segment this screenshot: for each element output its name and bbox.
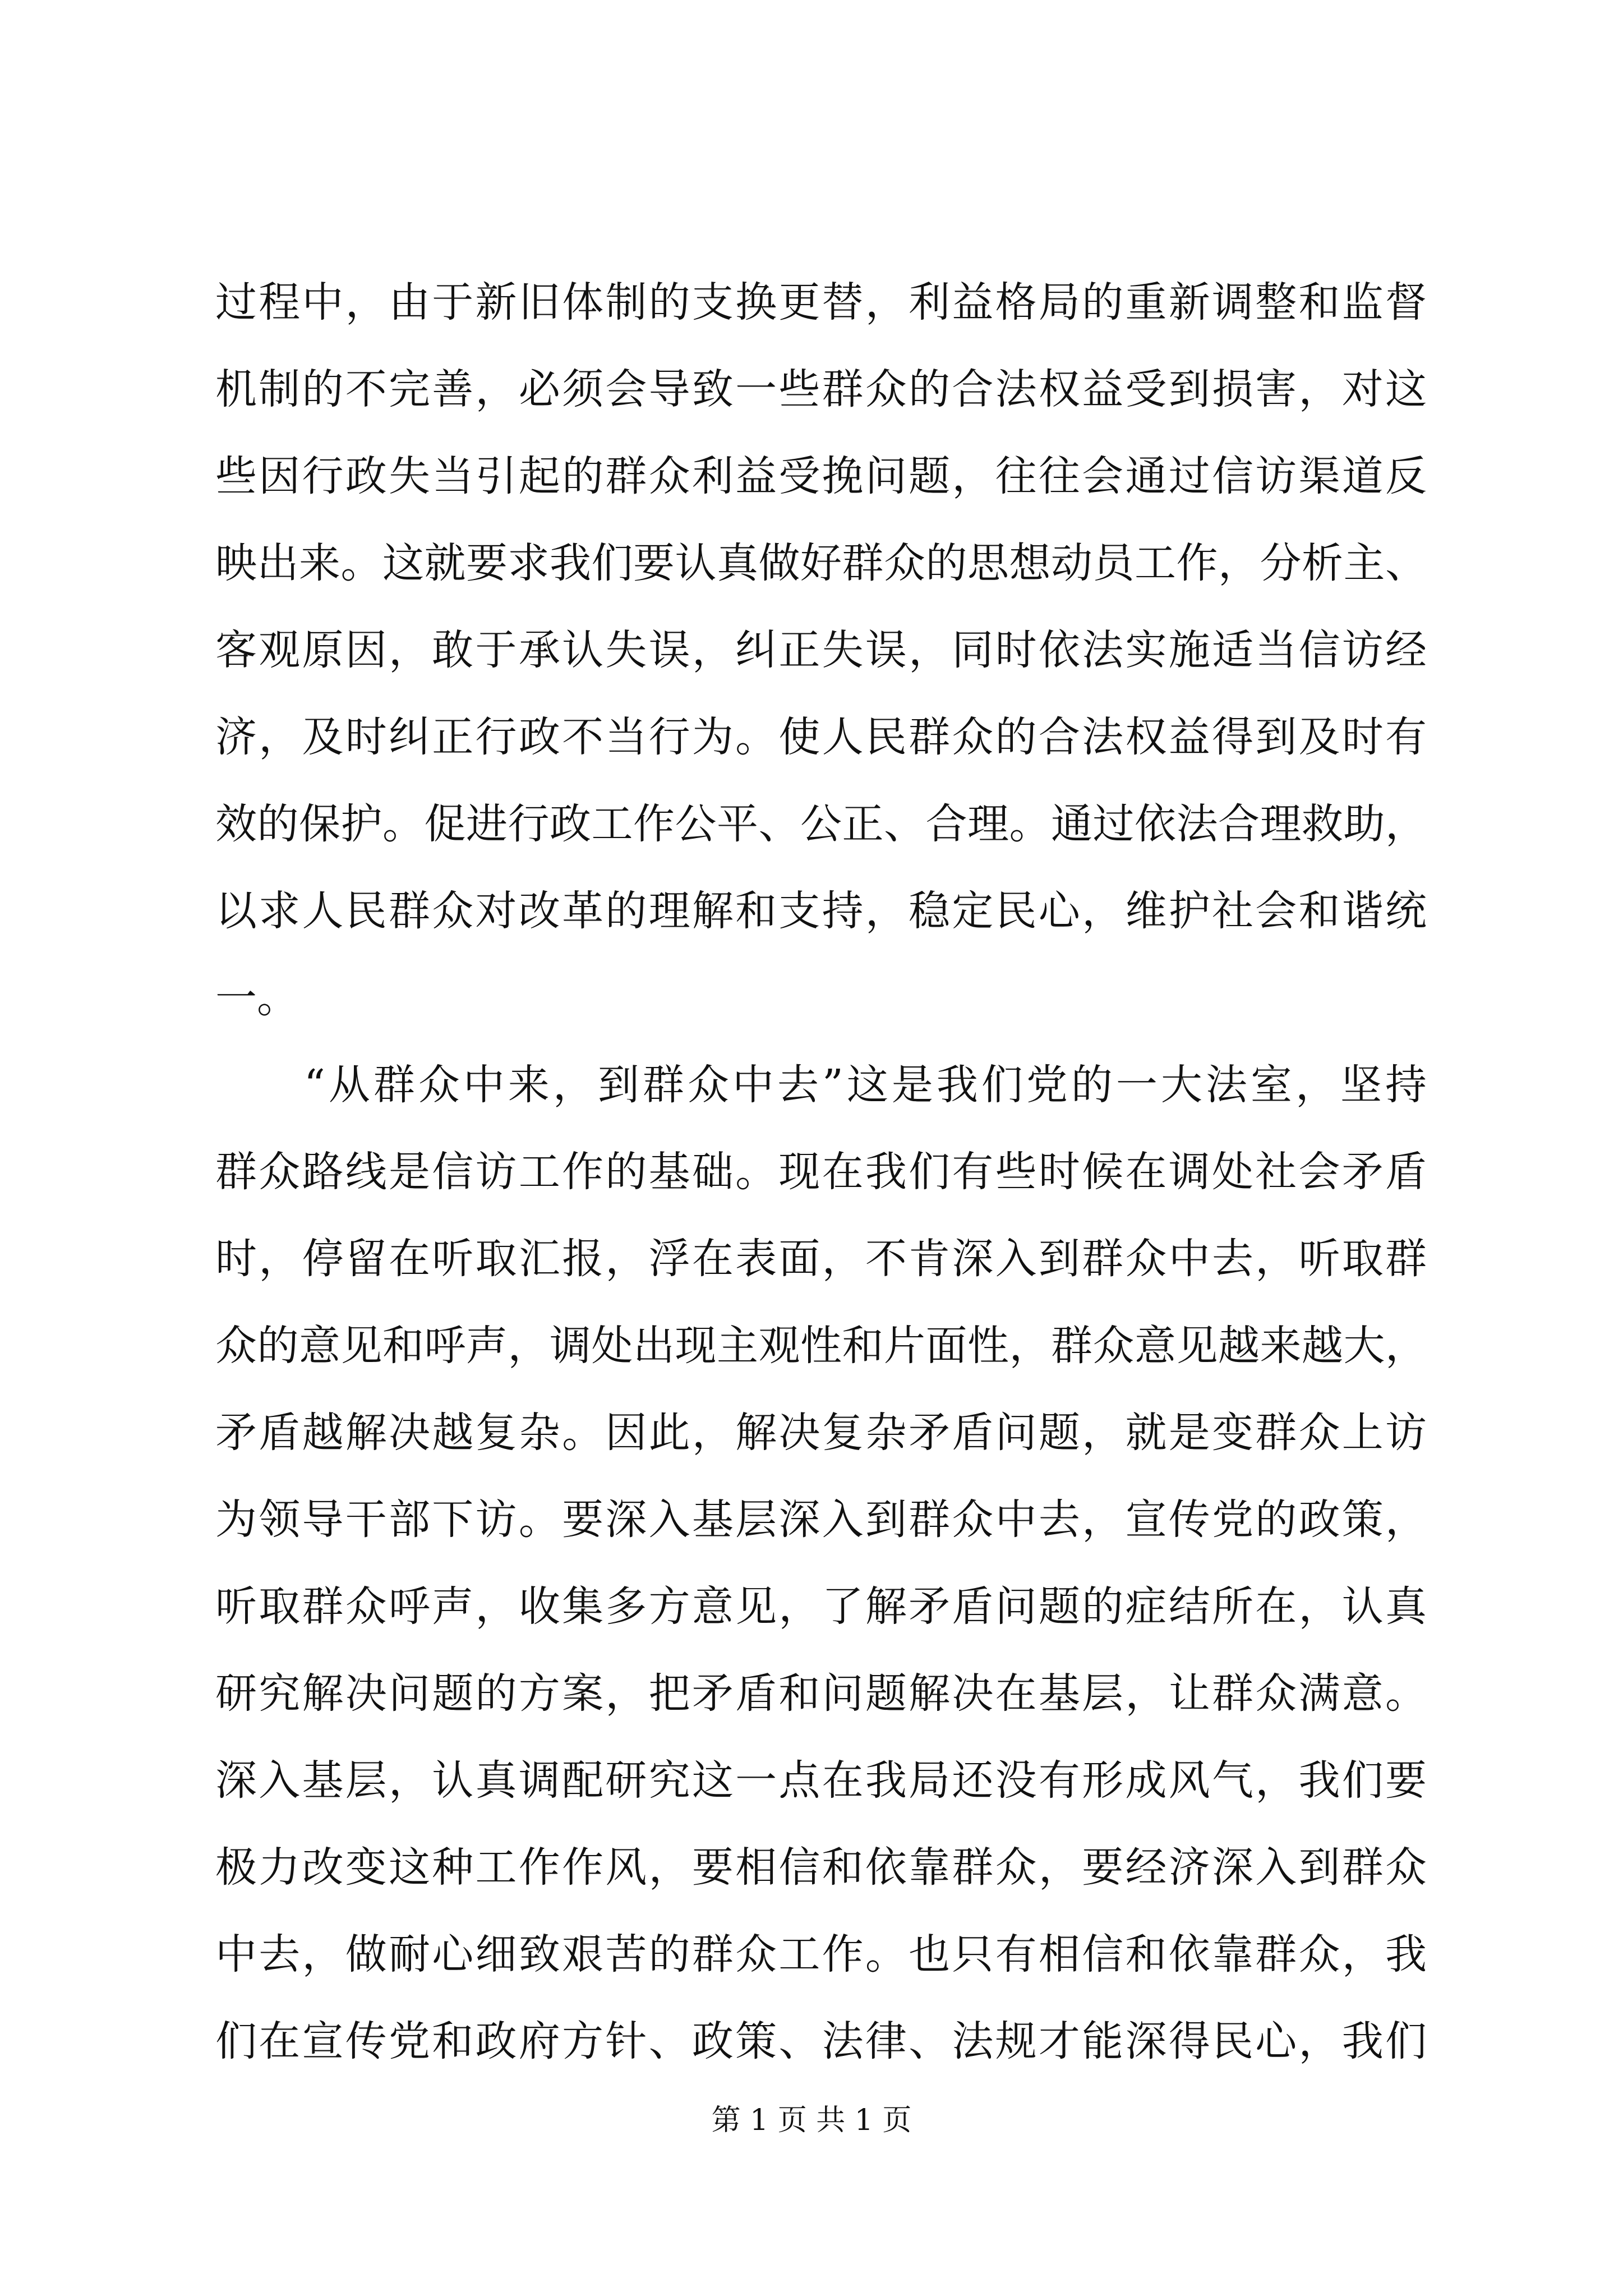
page-number-label: 第 1 页 共 1 页	[711, 2104, 912, 2137]
text-line: 深入基层，认真调配研究这一点在我局还没有形成风气，我们要	[215, 1756, 1427, 1805]
text-line: 效的保护。促进行政工作公平、公正、合理。通过依法合理救助，	[215, 800, 1427, 848]
text-line: 以求人民群众对改革的理解和支持，稳定民心，维护社会和谐统	[215, 887, 1427, 935]
paragraph-2	[215, 1042, 1427, 2085]
text-line: 群众路线是信访工作的基础。现在我们有些时候在调处社会矛盾	[215, 1148, 1427, 1196]
document-body	[215, 259, 1427, 2085]
text-line: 极力改变这种工作作风，要相信和依靠群众，要经济深入到群众	[215, 1843, 1427, 1892]
text-line: 客观原因，敢于承认失误，纠正失误，同时依法实施适当信访经	[215, 626, 1427, 674]
text-line: 研究解决问题的方案，把矛盾和问题解决在基层，让群众满意。	[215, 1669, 1427, 1718]
page-footer	[0, 2101, 1623, 2140]
text-line: 过程中，由于新旧体制的支换更替，利益格局的重新调整和监督	[215, 278, 1427, 326]
text-line: 时，停留在听取汇报，浮在表面，不肯深入到群众中去，听取群	[215, 1235, 1427, 1283]
text-line: 些因行政失当引起的群众利益受挽问题，往往会通过信访渠道反	[215, 452, 1427, 500]
text-line: 听取群众呼声，收集多方意见，了解矛盾问题的症结所在，认真	[215, 1582, 1427, 1631]
text-line: 一。	[215, 974, 298, 1022]
text-line: 映出来。这就要求我们要认真做好群众的思想动员工作，分析主、	[215, 539, 1427, 587]
text-line: 们在宣传党和政府方针、政策、法律、法规才能深得民心，我们	[215, 2017, 1427, 2065]
text-line: 为领导干部下访。要深入基层深入到群众中去，宣传党的政策，	[215, 1496, 1427, 1544]
text-line: 济，及时纠正行政不当行为。使人民群众的合法权益得到及时有	[215, 713, 1427, 761]
paragraph-1	[215, 259, 1427, 1042]
text-line: “从群众中来，到群众中去”这是我们党的一大法室，坚持	[304, 1061, 1427, 1109]
text-line: 中去，做耐心细致艰苦的群众工作。也只有相信和依靠群众，我	[215, 1930, 1427, 1978]
text-line: 众的意见和呼声，调处出现主观性和片面性，群众意见越来越大，	[215, 1322, 1427, 1370]
text-line: 矛盾越解决越复杂。因此，解决复杂矛盾问题，就是变群众上访	[215, 1409, 1427, 1457]
text-line: 机制的不完善，必须会导致一些群众的合法权益受到损害，对这	[215, 365, 1427, 413]
